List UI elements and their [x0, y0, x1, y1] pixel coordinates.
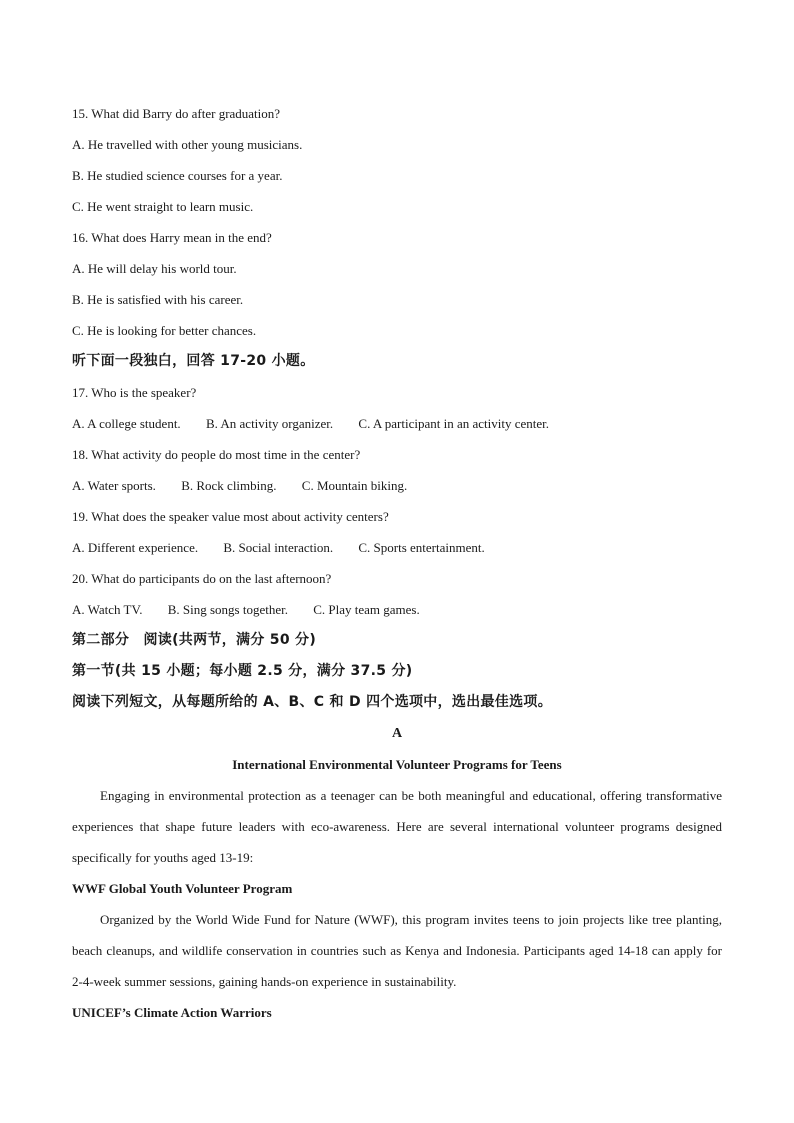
question-16-option-b: B. He is satisfied with his career.: [72, 292, 244, 307]
option-b: B. Social interaction.: [223, 540, 334, 555]
question-18-stem: 18. What activity do people do most time in the center?: [72, 447, 361, 462]
question-15-option-a: A. He travelled with other young musicians.: [72, 137, 303, 152]
option-a: A. Watch TV.: [72, 602, 143, 617]
question-15-stem: 15. What did Barry do after graduation?: [72, 106, 281, 121]
passage-letter: A: [391, 726, 403, 741]
option-b: B. Sing songs together.: [167, 602, 288, 617]
question-19-options: [72, 532, 722, 563]
option-b: B. An activity organizer.: [205, 416, 334, 431]
question-15-option-b: B. He studied science courses for a year.: [72, 168, 283, 183]
question-15-option-c: C. He went straight to learn music.: [72, 199, 254, 214]
section-note: 听下面一段独白，回答 17-20 小题。: [72, 353, 315, 369]
program2-title: UNICEF’s Climate Action Warriors: [72, 1005, 272, 1020]
program1-title: WWF Global Youth Volunteer Program: [72, 881, 293, 896]
question-19-stem: 19. What does the speaker value most about activity centers?: [72, 509, 389, 524]
question-16-option-a: A. He will delay his world tour.: [72, 261, 237, 276]
option-a: A. Water sports.: [72, 478, 156, 493]
section1-title: 第一节(共 15 小题；每小题 2.5 分，满分 37.5 分): [72, 663, 413, 679]
question-16-option-c: C. He is looking for better chances.: [72, 323, 257, 338]
part2-title: 第二部分 阅读(共两节，满分 50 分): [72, 632, 317, 648]
question-20-stem: 20. What do participants do on the last afternoon?: [72, 571, 332, 586]
question-16-stem: 16. What does Harry mean in the end?: [72, 230, 272, 245]
question-20-options: [72, 594, 722, 625]
option-c: C. Sports entertainment.: [358, 540, 485, 555]
reading-instructions: 阅读下列短文，从每题所给的 A、B、C 和 D 四个选项中，选出最佳选项。: [72, 694, 552, 710]
option-c: C. Mountain biking.: [301, 478, 408, 493]
question-17-stem: 17. Who is the speaker?: [72, 385, 197, 400]
question-18-options: [72, 470, 722, 501]
passage-title: International Environmental Volunteer Programs for Teens: [232, 757, 562, 772]
option-a: A. A college student.: [72, 416, 181, 431]
option-c: C. A participant in an activity center.: [358, 416, 550, 431]
option-b: B. Rock climbing.: [181, 478, 277, 493]
option-c: C. Play team games.: [313, 602, 420, 617]
program1-text: Organized by the World Wide Fund for Nature (WWF), this program invites teens to join projects like tree planting, beach cleanups, and wildlife conservation in countries such as Kenya and Indonesia. Participants aged 14-18 can apply for 2-4-week summer sessions, gaining hands-on experience in sustainability.: [72, 912, 722, 989]
passage-intro: Engaging in environmental protection as a teenager can be both meaningful and educational, offering transformative experiences that shape future leaders with eco-awareness. Here are several international volunteer programs designed specifically for youths aged 13-19:: [72, 788, 722, 865]
question-17-options: [72, 408, 722, 439]
exam-page: [72, 98, 722, 1028]
option-a: A. Different experience.: [72, 540, 199, 555]
